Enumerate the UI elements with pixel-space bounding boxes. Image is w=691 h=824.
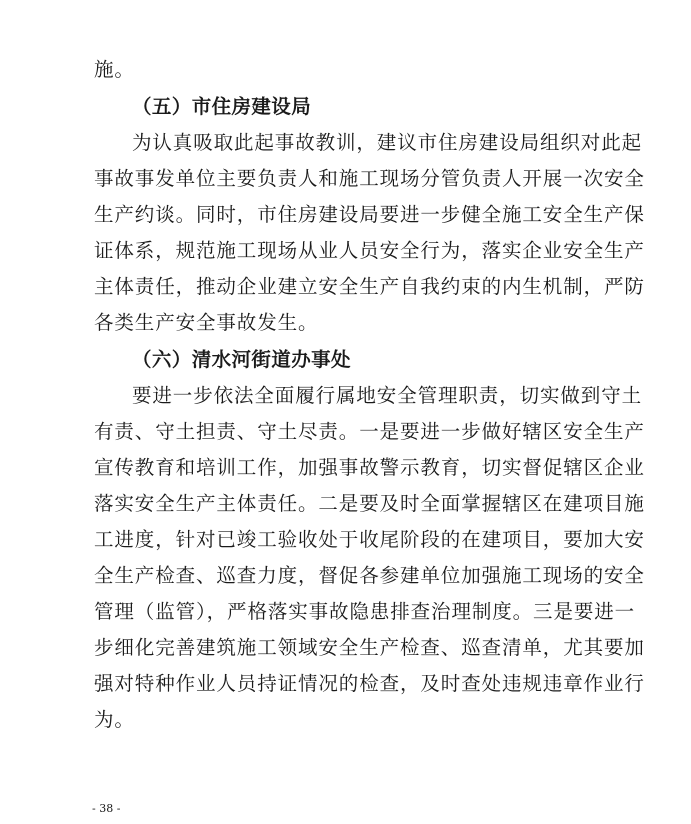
- paragraph-line: 宣传教育和培训工作，加强事故警示教育，切实督促辖区企业: [94, 456, 645, 479]
- paragraph-line: 为。: [94, 708, 135, 731]
- paragraph-line: 全生产检查、巡查力度，督促各参建单位加强施工现场的安全: [94, 564, 645, 587]
- paragraph-line: 生产约谈。同时，市住房建设局要进一步健全施工安全生产保: [94, 203, 645, 226]
- paragraph-line: 有责、守土担责、守土尽责。一是要进一步做好辖区安全生产: [94, 420, 645, 443]
- paragraph-line: 主体责任，推动企业建立安全生产自我约束的内生机制，严防: [94, 275, 645, 298]
- paragraph-line: 各类生产安全事故发生。: [94, 311, 319, 334]
- paragraph-line: 为认真吸取此起事故教训，建议市住房建设局组织对此起: [132, 131, 643, 154]
- paragraph-line: 要进一步依法全面履行属地安全管理职责，切实做到守土: [132, 384, 643, 407]
- paragraph-line: 步细化完善建筑施工领域安全生产检查、巡查清单，尤其要加: [94, 636, 645, 659]
- paragraph-line: 证体系，规范施工现场从业人员安全行为，落实企业安全生产: [94, 239, 645, 262]
- paragraph-line: 事故事发单位主要负责人和施工现场分管负责人开展一次安全: [94, 167, 645, 190]
- paragraph-line: 落实安全生产主体责任。二是要及时全面掌握辖区在建项目施: [94, 492, 645, 515]
- paragraph-line: 管理（监管），严格落实事故隐患排查治理制度。三是要进一: [94, 600, 636, 623]
- continuation-line: 施。: [94, 58, 135, 81]
- page-number: - 38 -: [92, 802, 121, 815]
- paragraph-line: 强对特种作业人员持证情况的检查，及时查处违规违章作业行: [94, 672, 645, 695]
- section-heading-housing-bureau: （五）市住房建设局: [132, 95, 312, 118]
- paragraph-line: 工进度，针对已竣工验收处于收尾阶段的在建项目，要加大安: [94, 528, 645, 551]
- section-heading-street-office: （六）清水河街道办事处: [132, 348, 351, 371]
